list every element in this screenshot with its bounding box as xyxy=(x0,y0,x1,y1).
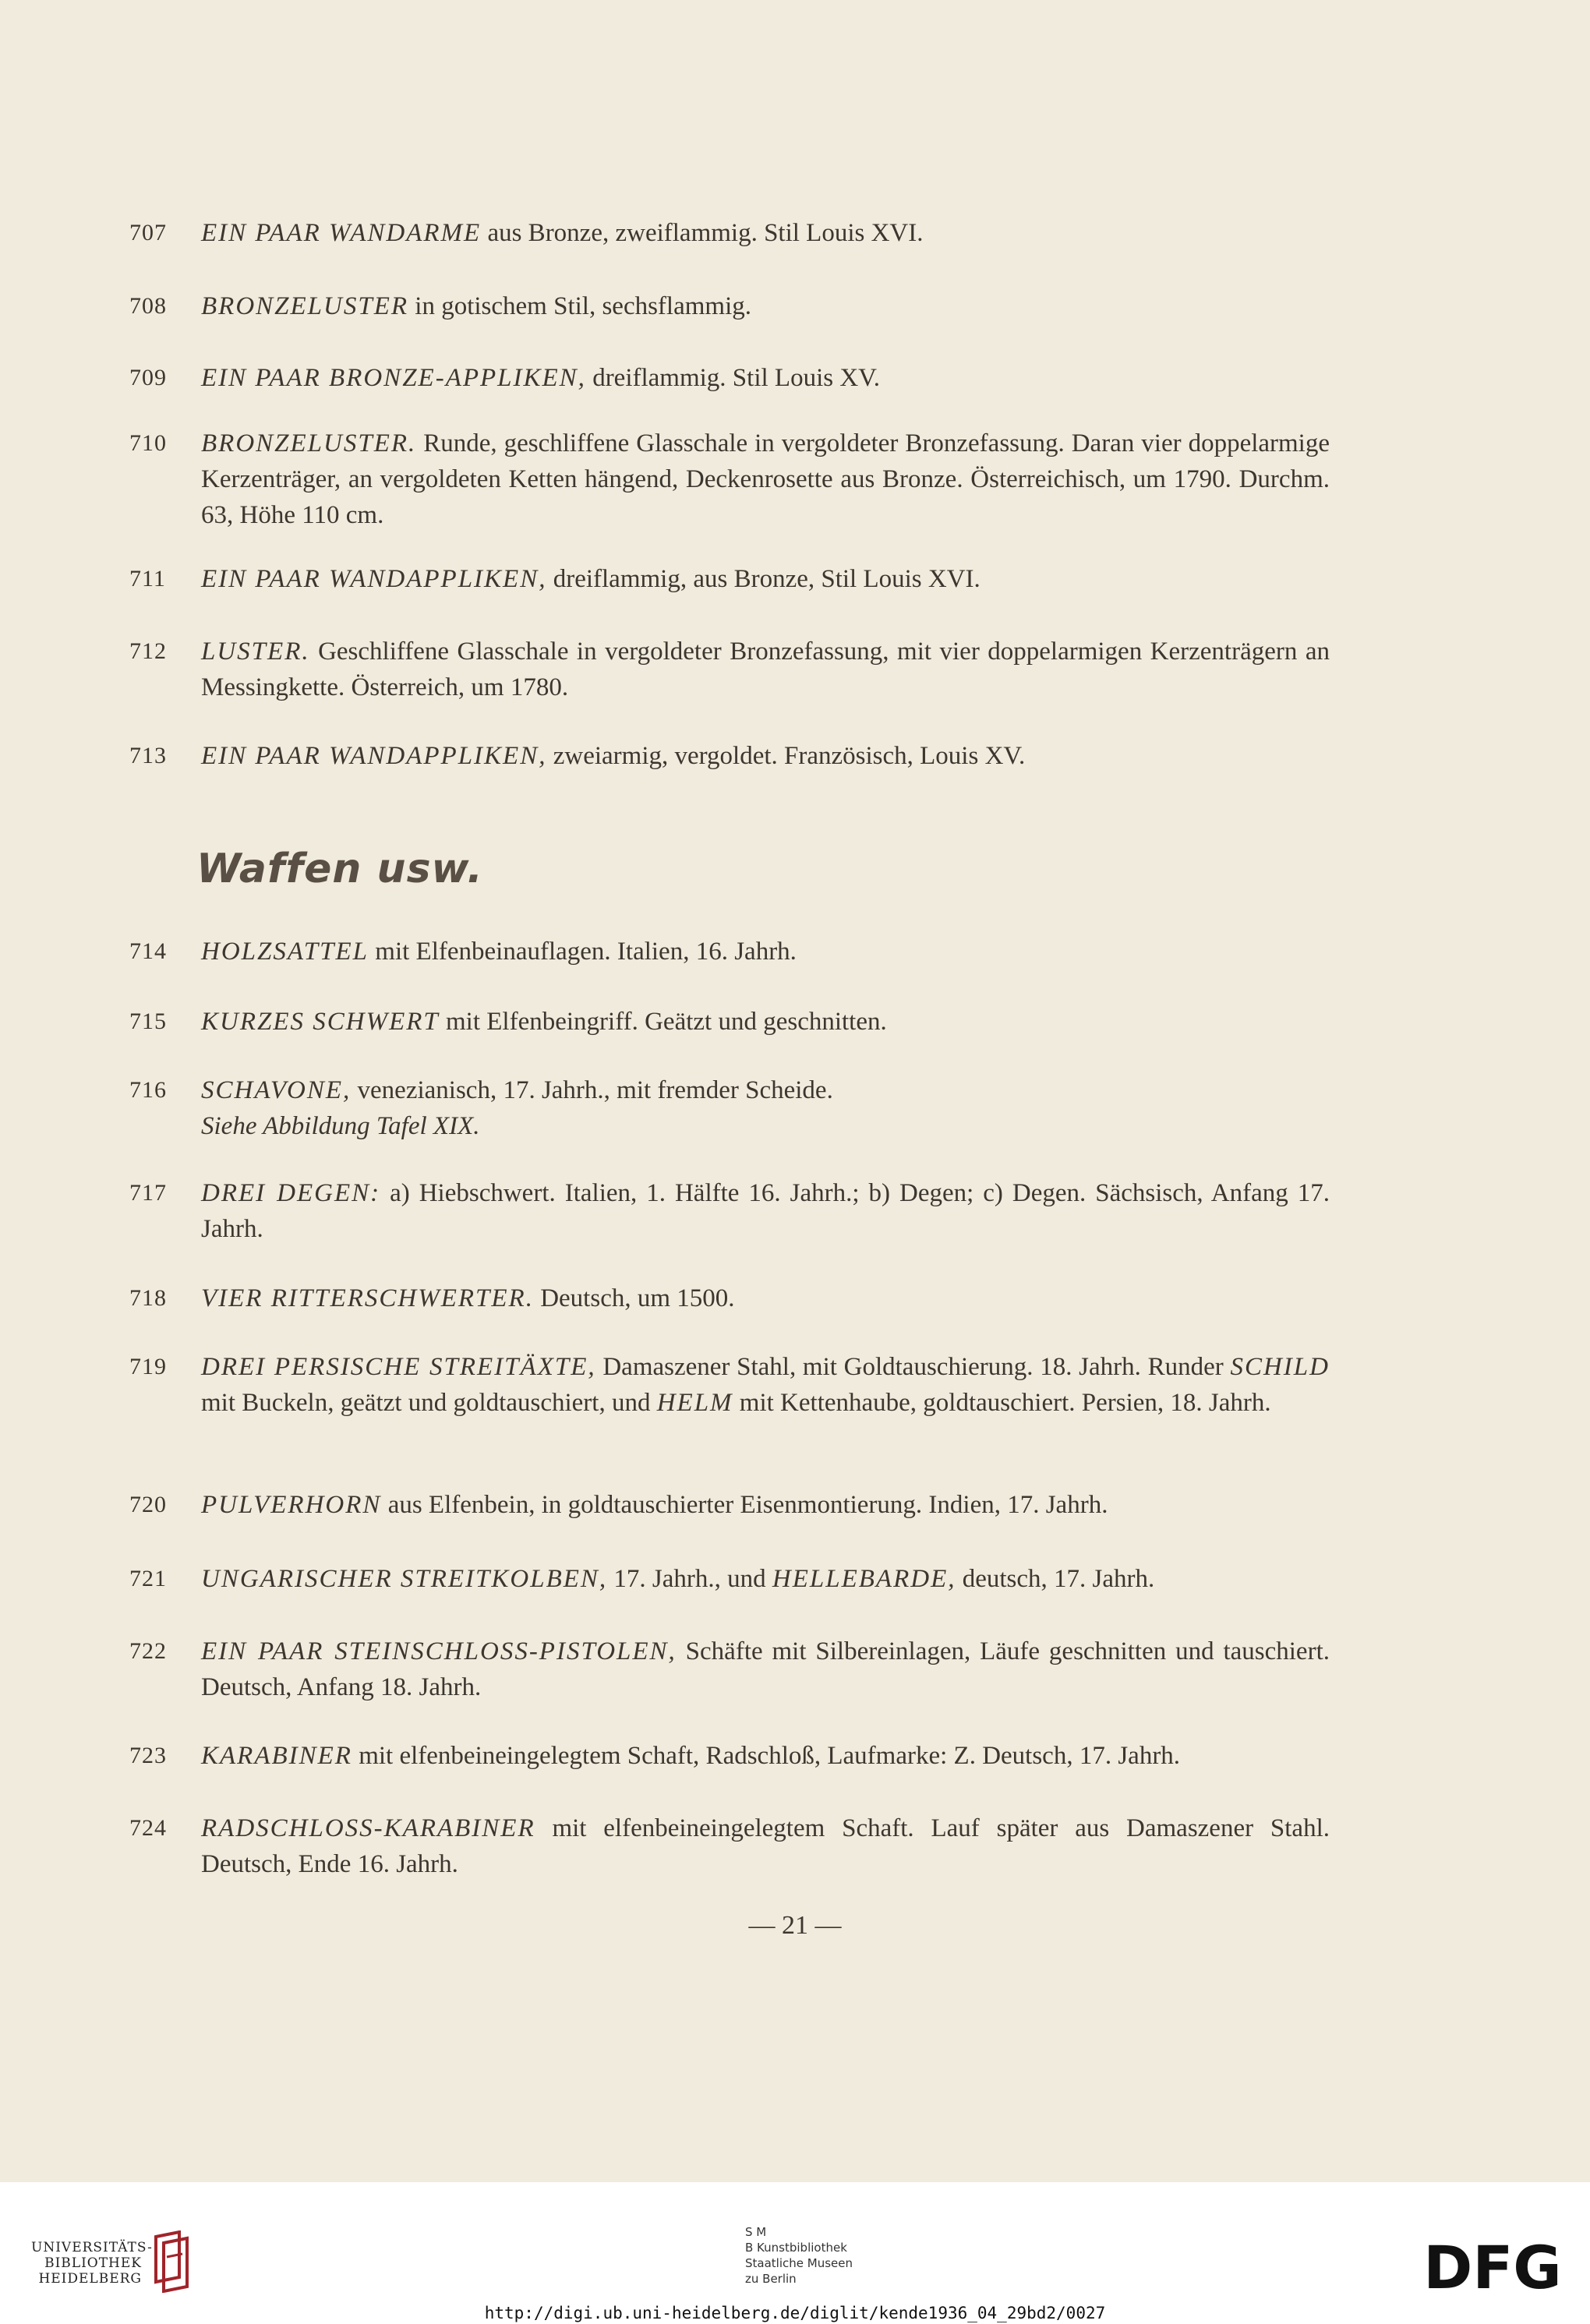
catalog-entry-718 xyxy=(129,1280,1330,1316)
catalog-entry-713 xyxy=(129,738,1330,774)
catalog-entry-711 xyxy=(129,561,1330,597)
entry-number: 715 xyxy=(129,1008,167,1034)
entry-title: HOLZSATTEL xyxy=(201,938,369,966)
stamp-line-1: S M xyxy=(745,2225,767,2239)
page-url[interactable]: http://digi.ub.uni-heidelberg.de/diglit/kende1936_04_29bd2/0027 xyxy=(484,2304,1106,2322)
catalog-entry-715 xyxy=(129,1004,1330,1040)
entry-title: BRONZELUSTER xyxy=(201,292,409,320)
entry-text: in gotischem Stil, sechsflammig. xyxy=(408,292,751,320)
entry-text: mit Elfenbeinauflagen. Italien, 16. Jahrh. xyxy=(369,938,797,966)
entry-number: 722 xyxy=(129,1638,167,1664)
entry-text: zweiarmig, vergoldet. Französisch, Louis XV. xyxy=(546,742,1026,770)
library-name xyxy=(31,2240,153,2287)
entry-number: 720 xyxy=(129,1492,167,1517)
stamp-line-4: zu Berlin xyxy=(745,2272,797,2286)
catalog-entry-720 xyxy=(129,1487,1330,1523)
museum-stamp xyxy=(745,2224,853,2287)
entry-text: Damaszener Stahl, mit Goldtauschierung. 18. Jahrh. Runder xyxy=(595,1353,1231,1381)
entry-title: VIER RITTERSCHWERTER. xyxy=(201,1284,534,1312)
entry-number: 713 xyxy=(129,743,167,768)
catalog-entry-707 xyxy=(129,215,1330,251)
entry-title: DREI PERSISCHE STREITÄXTE, xyxy=(201,1353,596,1381)
library-logo-icon xyxy=(148,2230,193,2293)
catalog-entry-721 xyxy=(129,1561,1330,1597)
entry-number: 708 xyxy=(129,293,167,319)
entry-number: 710 xyxy=(129,430,167,456)
entry-text-secondary: mit Buckeln, geätzt und goldtauschiert, und xyxy=(201,1389,657,1417)
entry-title: EIN PAAR STEINSCHLOSS-PISTOLEN, xyxy=(201,1637,677,1665)
catalog-entry-710 xyxy=(129,426,1330,533)
entry-title-tertiary: HELM xyxy=(656,1389,733,1417)
viewer-footer xyxy=(0,2182,1590,2324)
entry-text: mit Elfenbeingriff. Geätzt und geschnitten. xyxy=(439,1008,887,1036)
library-line-2: BIBLIOTHEK xyxy=(44,2255,142,2271)
entry-title: EIN PAAR WANDAPPLIKEN, xyxy=(201,742,547,770)
entry-text: Deutsch, um 1500. xyxy=(533,1284,735,1312)
entry-title-secondary: HELLEBARDE, xyxy=(772,1565,956,1593)
entry-text: mit elfenbeineingelegtem Schaft. Lauf später aus Damaszener Stahl. Deutsch, Ende 16. Jahrh. xyxy=(201,1814,1330,1878)
section-heading: Waffen usw. xyxy=(196,846,483,892)
catalog-entry-717 xyxy=(129,1175,1330,1247)
entry-number: 716 xyxy=(129,1077,167,1103)
entry-text: dreiflammig, aus Bronze, Stil Louis XVI. xyxy=(546,565,980,593)
entry-title: SCHAVONE, xyxy=(201,1076,352,1104)
entry-number: 718 xyxy=(129,1285,167,1311)
catalog-entry-714 xyxy=(129,934,1330,970)
entry-title: EIN PAAR BRONZE-APPLIKEN, xyxy=(201,364,586,392)
entry-title: EIN PAAR WANDARME xyxy=(201,219,482,247)
entry-text: Schäfte mit Silbereinlagen, Läufe geschnitten und tauschiert. Deutsch, Anfang 18. Jahrh. xyxy=(201,1637,1330,1701)
catalog-entry-722 xyxy=(129,1634,1330,1705)
entry-number: 714 xyxy=(129,938,167,964)
entry-title: KURZES SCHWERT xyxy=(201,1008,440,1036)
stamp-line-2: B Kunstbibliothek xyxy=(745,2241,847,2255)
entry-title: LUSTER. xyxy=(201,638,310,666)
catalog-entry-724 xyxy=(129,1810,1330,1882)
entry-text-secondary: deutsch, 17. Jahrh. xyxy=(956,1565,1155,1593)
entry-number: 712 xyxy=(129,638,167,664)
dfg-logo-icon xyxy=(1419,2237,1567,2294)
entry-number: 723 xyxy=(129,1743,167,1768)
stamp-line-3: Staatliche Museen xyxy=(745,2256,853,2270)
entry-text: venezianisch, 17. Jahrh., mit fremder Scheide. xyxy=(351,1076,833,1104)
entry-title: KARABINER xyxy=(201,1742,352,1770)
entry-text: mit elfenbeineingelegtem Schaft, Radschloß, Laufmarke: Z. Deutsch, 17. Jahrh. xyxy=(352,1742,1181,1770)
entry-number: 709 xyxy=(129,365,167,390)
entry-text: 17. Jahrh., und xyxy=(607,1565,772,1593)
catalog-entry-719 xyxy=(129,1349,1330,1421)
entry-text-tertiary: mit Kettenhaube, goldtauschiert. Persien, 18. Jahrh. xyxy=(733,1389,1271,1417)
catalog-entry-708 xyxy=(129,288,1330,324)
entry-text: aus Elfenbein, in goldtauschierter Eisenmontierung. Indien, 17. Jahrh. xyxy=(381,1491,1108,1519)
page-number: — 21 — xyxy=(748,1911,842,1940)
library-line-1: UNIVERSITÄTS- xyxy=(31,2240,153,2255)
entry-title: PULVERHORN xyxy=(201,1491,382,1519)
entry-title: EIN PAAR WANDAPPLIKEN, xyxy=(201,565,547,593)
entry-number: 711 xyxy=(129,566,166,592)
entry-title: UNGARISCHER STREITKOLBEN, xyxy=(201,1565,608,1593)
entry-text: a) Hiebschwert. Italien, 1. Hälfte 16. Jahrh.; b) Degen; c) Degen. Sächsisch, Anfang 17. Jahrh. xyxy=(201,1179,1330,1243)
entry-number: 707 xyxy=(129,220,167,245)
library-line-3: HEIDELBERG xyxy=(38,2271,142,2287)
catalog-entry-723 xyxy=(129,1738,1330,1774)
entry-number: 717 xyxy=(129,1180,167,1206)
entry-number: 721 xyxy=(129,1566,167,1591)
entry-title: BRONZELUSTER. xyxy=(201,429,417,457)
entry-text: Geschliffene Glasschale in vergoldeter Bronzefassung, mit vier doppelarmigen Kerzenträgern an Messingkette. Österreich, um 1780. xyxy=(201,638,1330,701)
entry-title: RADSCHLOSS-KARABINER xyxy=(201,1814,535,1842)
catalog-entry-716 xyxy=(129,1072,1330,1144)
entry-text: dreiflammig. Stil Louis XV. xyxy=(585,364,880,392)
entry-number: 724 xyxy=(129,1815,167,1841)
illustration-note: Siehe Abbildung Tafel XIX. xyxy=(201,1112,480,1140)
catalog-entry-712 xyxy=(129,634,1330,705)
catalog-entry-709 xyxy=(129,360,1330,396)
dfg-logo-text: DFG xyxy=(1423,2237,1562,2294)
entry-title-secondary: SCHILD xyxy=(1230,1353,1330,1381)
entry-text: Runde, geschliffene Glasschale in vergoldeter Bronzefassung. Daran vier doppelarmige Kerzenträger, an vergoldeten Ketten hängend, Deckenrosette aus Bronze. Österreichisch, um 1790. Durchm. 63, Höhe 110 cm. xyxy=(201,429,1330,529)
entry-title: DREI DEGEN: xyxy=(201,1179,381,1207)
entry-number: 719 xyxy=(129,1354,167,1379)
entry-text: aus Bronze, zweiflammig. Stil Louis XVI. xyxy=(481,219,924,247)
